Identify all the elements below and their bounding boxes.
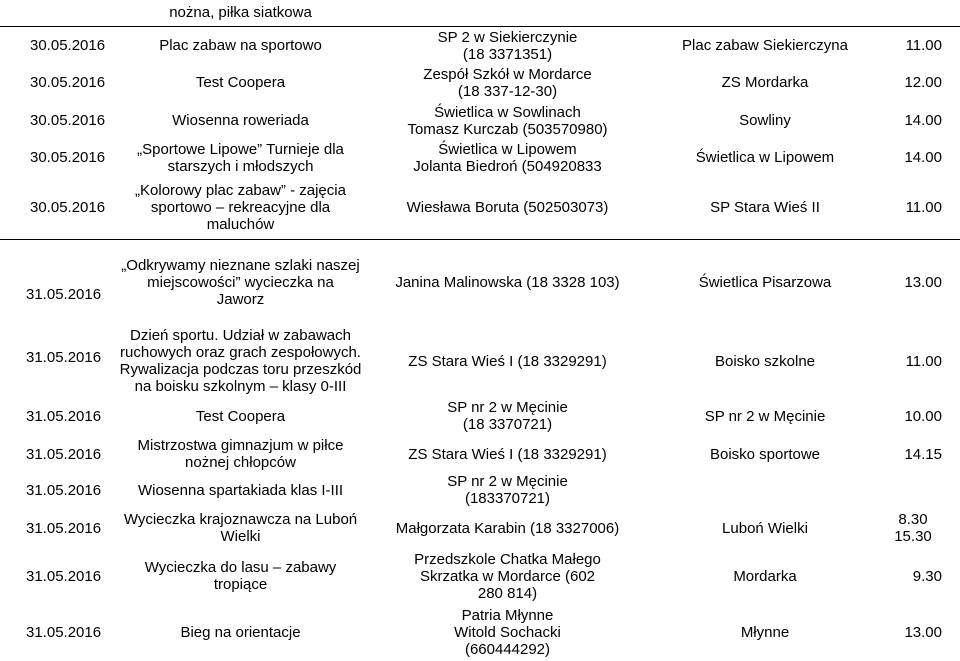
table-row (0, 102, 960, 139)
organizer-cell: Wiesława Boruta (502503073) (406, 198, 609, 216)
place-cell: Świetlica w Lipowem (695, 149, 835, 166)
event-cell: Bieg na orientacje (180, 623, 301, 641)
time-cell: 13.00 (904, 273, 942, 291)
date-cell: 31.05.2016 (26, 567, 102, 585)
organizer-cell: ZS Stara Wieś I (18 3329291) (408, 352, 607, 370)
date-cell: 30.05.2016 (30, 74, 106, 91)
place-cell: Sowliny (739, 112, 791, 129)
table-row (0, 398, 960, 434)
date-cell: 30.05.2016 (30, 37, 106, 54)
place-cell: Plac zabaw Siekierczyna (682, 37, 848, 54)
organizer-cell: Zespół Szkół w Mordarce (18 337-12-30) (423, 65, 592, 100)
event-cell: Plac zabaw na sportowo (159, 37, 322, 54)
table-row (0, 27, 960, 64)
table-row (0, 548, 960, 604)
organizer-cell: SP nr 2 w Męcinie (18 3370721) (447, 399, 568, 433)
date-cell: 31.05.2016 (26, 481, 102, 499)
place-cell: Młynne (740, 623, 790, 641)
event-cell: „Kolorowy plac zabaw” - zajęcia sportowo – rekreacyjne dla maluchów (135, 181, 346, 233)
time-cell: 12.00 (904, 74, 942, 91)
place-cell: SP nr 2 w Męcinie (704, 407, 826, 425)
time-cell: 9.30 (912, 567, 942, 585)
date-cell: 31.05.2016 (26, 285, 102, 303)
time-cell: 14.00 (904, 149, 942, 166)
organizer-cell: Świetlica w Lipowem Jolanta Biedroń (504920833 (413, 140, 602, 175)
place-cell: Boisko sportowe (709, 445, 821, 463)
date-cell: 31.05.2016 (26, 348, 102, 366)
table-row (0, 435, 960, 473)
date-cell: 31.05.2016 (26, 519, 102, 537)
date-cell: 30.05.2016 (30, 198, 106, 216)
time-cell: 14.00 (904, 112, 942, 129)
organizer-cell: SP 2 w Siekierczynie (18 3371351) (437, 28, 578, 63)
organizer-cell: Janina Malinowska (18 3328 103) (395, 273, 620, 291)
table-row (0, 244, 960, 320)
table-row (0, 472, 960, 508)
time-cell: 11.00 (905, 198, 942, 216)
date-cell: 31.05.2016 (26, 445, 102, 463)
organizer-cell: SP nr 2 w Męcinie (183370721) (447, 473, 568, 507)
event-cell: Wycieczka krajoznawcza na Luboń Wielki (123, 511, 358, 545)
event-cell: Dzień sportu. Udział w zabawach ruchowych oraz grach zespołowych. Rywalizacja podczas toru przeszkód na boisku szkolnym – klasy 0-III (119, 327, 362, 395)
place-cell: Świetlica Pisarzowa (698, 273, 832, 291)
date-cell: 31.05.2016 (26, 407, 102, 425)
date-cell: 30.05.2016 (30, 149, 106, 166)
table-row (0, 139, 960, 176)
event-text-fragment: nożna, piłka siatkowa (169, 3, 312, 21)
time-cell: 13.00 (904, 623, 942, 641)
time-cell: 8.30 15.30 (894, 511, 932, 545)
organizer-cell: ZS Stara Wieś I (18 3329291) (408, 445, 607, 463)
place-cell: Luboń Wielki (722, 519, 808, 537)
place-cell: Boisko szkolne (714, 352, 816, 370)
organizer-cell: Przedszkole Chatka Małego Skrzatka w Mordarce (602 280 814) (414, 550, 601, 602)
table-row (0, 322, 960, 400)
time-cell: 10.00 (904, 407, 942, 425)
table-row (0, 64, 960, 101)
time-cell: 11.00 (905, 37, 942, 54)
date-cell: 30.05.2016 (30, 112, 106, 129)
place-cell: SP Stara Wieś II (710, 198, 820, 216)
event-cell: Test Coopera (195, 407, 286, 425)
place-cell: ZS Mordarka (721, 74, 809, 91)
event-cell: Wiosenna roweriada (172, 112, 309, 129)
table-row (0, 508, 960, 548)
time-cell (880, 472, 942, 508)
time-cell: 14.15 (904, 445, 942, 463)
event-cell: Wycieczka do lasu – zabawy tropiące (144, 559, 337, 593)
organizer-cell: Świetlica w Sowlinach Tomasz Kurczab (503570980) (407, 103, 608, 138)
divider (0, 239, 960, 240)
place-cell (640, 472, 890, 508)
date-cell: 31.05.2016 (26, 623, 102, 641)
event-cell: „Sportowe Lipowe” Turnieje dla starszych i młodszych (137, 140, 344, 175)
table-row (0, 177, 960, 237)
event-cell: Wiosenna spartakiada klas I-III (137, 481, 344, 499)
event-cell: „Odkrywamy nieznane szlaki naszej miejscowości” wycieczka na Jaworz (121, 256, 360, 308)
time-cell: 11.00 (905, 352, 942, 370)
organizer-cell: Patria Młynne Witold Sochacki (660444292) (454, 606, 561, 658)
place-cell: Mordarka (733, 567, 797, 585)
table-row-fragment (0, 0, 960, 26)
event-cell: Mistrzostwa gimnazjum w piłce nożnej chłopców (137, 437, 344, 471)
table-row (0, 603, 960, 661)
event-cell: Test Coopera (195, 74, 286, 91)
organizer-cell: Małgorzata Karabin (18 3327006) (395, 519, 620, 537)
